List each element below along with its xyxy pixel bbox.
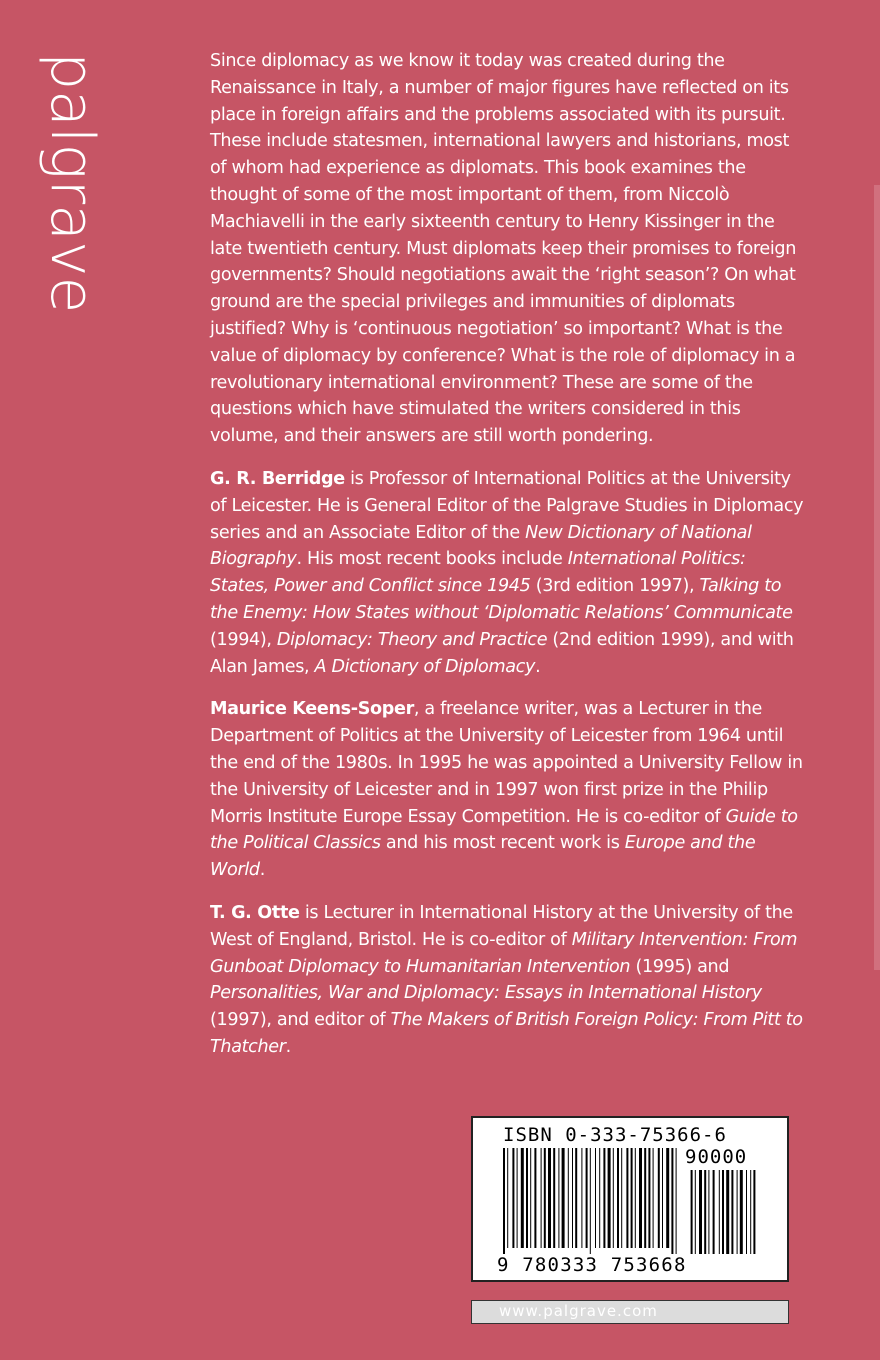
barcode-bar	[599, 1148, 600, 1248]
addon-bar	[691, 1170, 693, 1254]
barcode-image	[501, 1148, 763, 1254]
barcode-bar	[617, 1148, 619, 1248]
barcode-bar	[621, 1148, 622, 1248]
author-name: G. R. Berridge	[210, 468, 345, 489]
barcode-bar	[586, 1148, 588, 1248]
intro-paragraph: Since diplomacy as we know it today was created during the Renaissance in Italy, a number of major figures have reflected on its place in foreign affairs and the problems associated with its pursuit. These include statesmen, international lawyers and historians, most of whom had experience as diplomats. This book examines the thought of some of the most important of them, from Niccolò Machiavelli in the early sixteenth century to Henry Kissinger in the late twentieth century. Must diplomats keep their promises to foreign governments? Should negotiations await the ‘right season’? On what ground are the special privileges and immunities of diplomats justified? Why is ‘continuous negotiation’ so important? What is the value of diplomacy by conference? What is the role of diplomacy in a revolutionary international environment? These are some of the questions which have stimulated the writers considered in this volume, and their answers are still worth pondering.	[210, 51, 797, 447]
cover-edge	[874, 185, 880, 970]
addon-bar	[740, 1170, 743, 1254]
barcode-bar	[558, 1148, 559, 1248]
barcode-bar	[608, 1148, 611, 1248]
barcode-bar	[639, 1148, 642, 1248]
barcode-bar	[626, 1148, 628, 1248]
blurb-text	[210, 48, 805, 1077]
website-url: www.palgrave.com	[499, 1302, 658, 1320]
barcode-bar	[568, 1148, 569, 1248]
book-title: Military Intervention: From Gunboat Diplomacy to Humanitarian Intervention	[210, 929, 798, 977]
barcode-bar	[530, 1148, 531, 1248]
addon-bar	[704, 1170, 706, 1254]
addon-bar	[708, 1170, 709, 1254]
barcode-bar	[648, 1148, 650, 1248]
barcode-bar	[541, 1148, 542, 1248]
book-title: Talking to the Enemy: How States without ‘Diplomatic Relations’ Communicate	[210, 576, 793, 623]
barcode-bar	[631, 1148, 633, 1248]
website-strip	[471, 1300, 789, 1324]
barcode-bar	[534, 1148, 536, 1248]
barcode-bar	[658, 1148, 660, 1248]
addon-bar	[713, 1170, 715, 1254]
addon-bar	[726, 1170, 729, 1254]
price-addon-number: 90000	[685, 1146, 748, 1168]
barcode-bar	[553, 1148, 555, 1248]
barcode-bar	[507, 1148, 508, 1248]
barcode-bar	[575, 1148, 577, 1248]
addon-bar	[750, 1170, 751, 1254]
barcode-bar	[671, 1148, 673, 1254]
book-title: New Dictionary of National Biography	[210, 522, 752, 570]
book-title: The Makers of British Foreign Policy: From Pitt to Thatcher	[210, 1010, 803, 1057]
barcode-bar	[562, 1148, 565, 1248]
barcode-bar	[595, 1148, 596, 1248]
addon-bar	[746, 1170, 747, 1254]
barcode-bar	[613, 1148, 614, 1248]
addon-bar	[753, 1170, 755, 1254]
keens-soper-bio: Maurice Keens-Soper, a freelance writer, was a Lecturer in the Department of Politics at the University of Leicester from 1964 until the end of the 1980s. In 1995 he was appointed a University Fellow in the University of Leicester and in 1997 won first prize in the Philip Morris Institute Europe Essay Competition. He is co-editor of Guide to the Political Classics and his most recent work is Europe and the World.	[210, 699, 803, 881]
barcode-bar	[517, 1148, 518, 1248]
book-title: A Dictionary of Diplomacy	[314, 656, 536, 677]
ean-number: 9 780333 753668	[497, 1254, 687, 1276]
publisher-logo: palgrave	[37, 52, 107, 314]
barcode-bar	[666, 1148, 669, 1248]
book-title: Personalities, War and Diplomacy: Essays in International History	[210, 983, 762, 1004]
book-title: International Politics: States, Power and Conflict since 1945	[210, 549, 746, 597]
book-title: Guide to the Political Classics	[210, 806, 798, 854]
barcode-bar	[635, 1148, 636, 1248]
addon-bar	[695, 1170, 696, 1254]
book-title: Diplomacy: Theory and Practice	[276, 629, 548, 650]
barcode-bar	[526, 1148, 528, 1248]
book-title: Europe and the World	[210, 833, 756, 881]
barcode-bar	[512, 1148, 514, 1248]
barcode-bar	[548, 1148, 551, 1248]
barcode-bar	[503, 1148, 505, 1254]
barcode-bar	[544, 1148, 546, 1248]
barcode-bar	[603, 1148, 605, 1248]
barcode-bar	[653, 1148, 654, 1248]
addon-bar	[737, 1170, 738, 1254]
barcode-bar	[590, 1148, 591, 1254]
author-name: Maurice Keens-Soper	[210, 699, 414, 720]
barcode-bar	[662, 1148, 663, 1248]
isbn-barcode-box	[471, 1116, 789, 1282]
barcode-bar	[572, 1148, 573, 1248]
otte-bio: T. G. Otte is Lecturer in International History at the University of the West of England, Bristol. He is co-editor of Military Intervention: From Gunboat Diplomacy to Humanitarian Intervention (1995) and Personalities, War and Diplomacy: Essays in International History (1997), and editor of The Makers of British Foreign Policy: From Pitt to Thatcher.	[210, 902, 803, 1057]
isbn-label: ISBN 0-333-75366-6	[503, 1124, 727, 1146]
addon-bar	[722, 1170, 724, 1254]
barcode-bar	[676, 1148, 677, 1254]
author-name: T. G. Otte	[210, 902, 300, 923]
barcode-bar	[521, 1148, 524, 1248]
addon-bar	[731, 1170, 733, 1254]
barcode-bar	[644, 1148, 646, 1248]
berridge-bio: G. R. Berridge is Professor of International Politics at the University of Leicester. He is General Editor of the Palgrave Studies in Diplomacy series and an Associate Editor of the New Dictionary of National Biography. His most recent books include International Politics: States, Power and Conflict since 1945 (3rd edition 1997), Talking to the Enemy: How States without ‘Diplomatic Relations’ Communicate (1994), Diplomacy: Theory and Practice (2nd edition 1999), and with Alan James, A Dictionary of Diplomacy.	[210, 468, 804, 677]
addon-bar	[699, 1170, 702, 1254]
addon-bar	[719, 1170, 720, 1254]
barcode-bar	[581, 1148, 582, 1248]
